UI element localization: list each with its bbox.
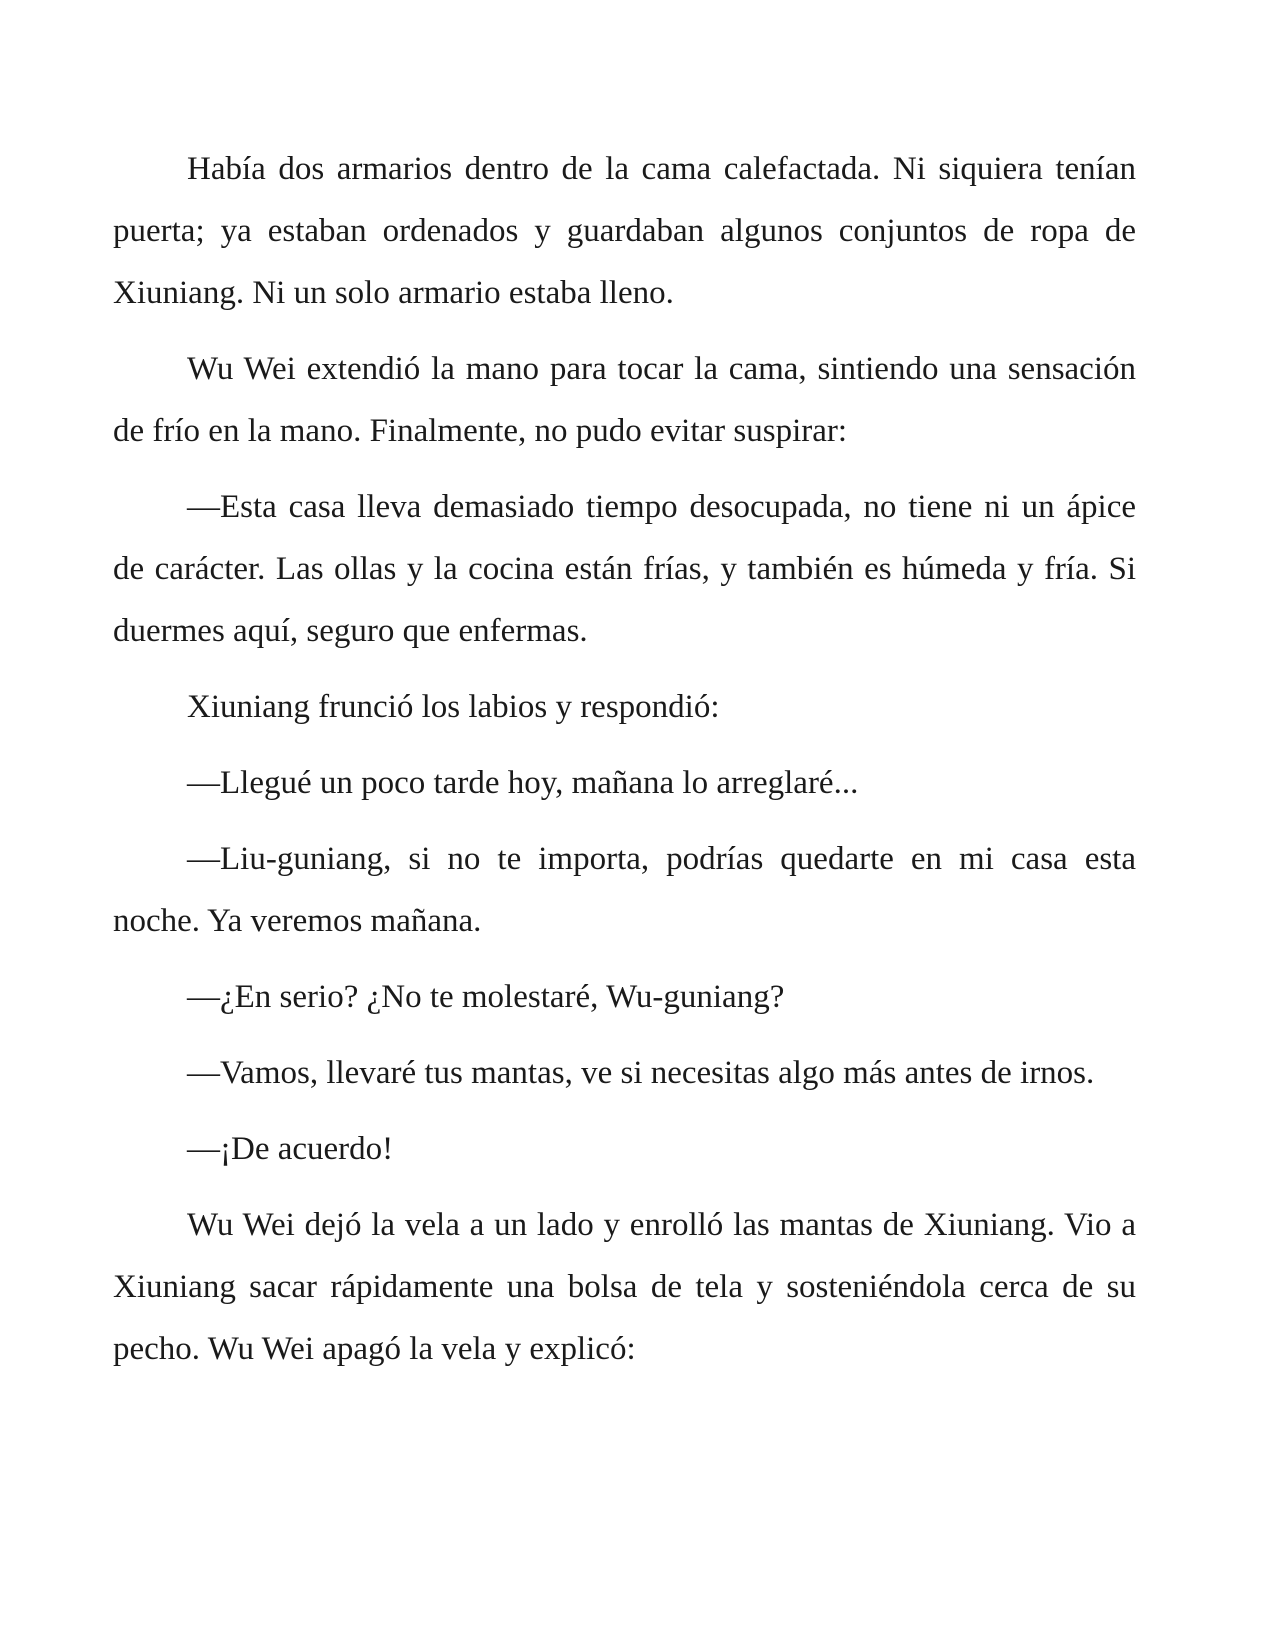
paragraph: —Liu-guniang, si no te importa, podrías quedarte en mi casa esta noche. Ya veremos mañana. [113,841,1136,939]
paragraph: Wu Wei extendió la mano para tocar la cama, sintiendo una sensación de frío en la mano. Finalmente, no pudo evitar suspirar: [113,351,1136,449]
paragraph: Wu Wei dejó la vela a un lado y enrolló las mantas de Xiuniang. Vio a Xiuniang sacar rápidamente una bolsa de tela y sosteniéndola cerca de su pecho. Wu Wei apagó la vela y explicó: [113,1207,1136,1367]
paragraph: —Esta casa lleva demasiado tiempo desocupada, no tiene ni un ápice de carácter. Las ollas y la cocina están frías, y también es húmeda y fría. Si duermes aquí, seguro que enfermas. [113,489,1136,649]
paragraph: Había dos armarios dentro de la cama calefactada. Ni siquiera tenían puerta; ya estaban ordenados y guardaban algunos conjuntos de ropa de Xiuniang. Ni un solo armario estaba lleno. [113,151,1136,311]
paragraph: —Vamos, llevaré tus mantas, ve si necesitas algo más antes de irnos. [187,1055,1095,1091]
paragraph: Xiuniang frunció los labios y respondió: [187,689,720,725]
paragraph: —Llegué un poco tarde hoy, mañana lo arreglaré... [187,765,859,801]
paragraph: —¡De acuerdo! [187,1131,394,1167]
document-page [113,138,1136,1394]
paragraph: —¿En serio? ¿No te molestaré, Wu-guniang? [187,979,785,1015]
